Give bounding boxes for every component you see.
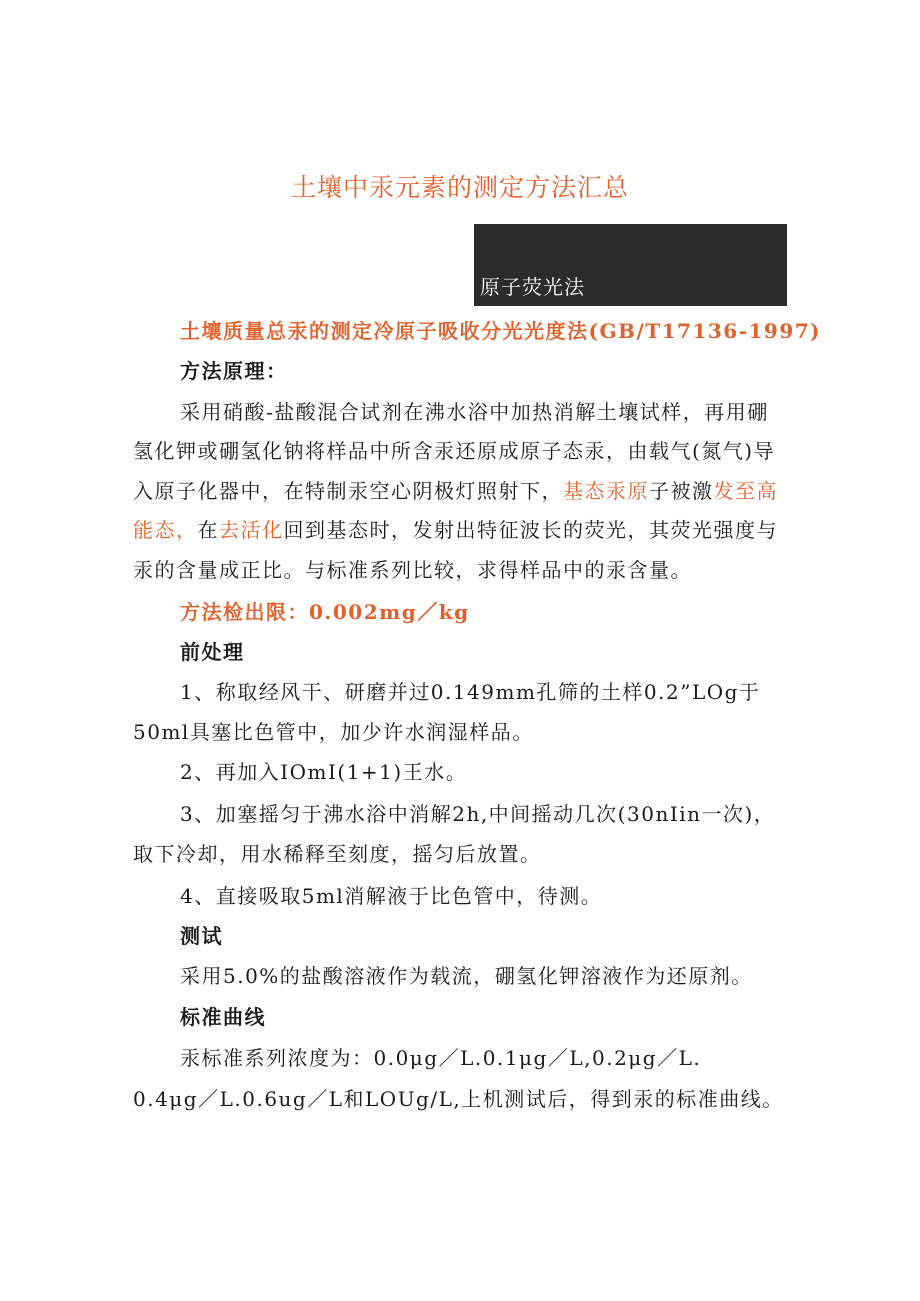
pretreatment-step-4: 4、直接吸取5ml消解液于比色管中，待测。 <box>180 884 603 908</box>
pretreatment-step-3b: 取下冷却，用水稀释至刻度，摇匀后放置。 <box>133 842 542 866</box>
standard-curve-heading: 标准曲线 <box>180 1005 266 1029</box>
pretreatment-step-2: 2、再加入IOmI(1+1)王水。 <box>180 760 468 784</box>
pretreatment-step-1a: 1、称取经风干、研磨并过0.149mm孔筛的土样0.2”LOg于 <box>180 680 761 704</box>
principle-line-4-part-b: 在 <box>197 518 219 542</box>
standard-curve-line-1: 汞标准系列浓度为：0.0μg／L.0.1μg／L,0.2μg／L. <box>180 1046 702 1070</box>
document-title: 土壤中汞元素的测定方法汇总 <box>290 173 629 202</box>
standard-curve-line-2: 0.4μg／L.0.6ug／L和LOUg/L,上机测试后，得到汞的标准曲线。 <box>133 1087 784 1111</box>
principle-line-4-part-a: 能态， <box>133 518 198 542</box>
principle-line-2: 氢化钾或硼氢化钠将样品中所含汞还原成原子态汞，由载气(氮气)导 <box>133 439 776 463</box>
method-banner <box>474 224 787 306</box>
principle-line-5: 汞的含量成正比。与标准系列比较，求得样品中的汞含量。 <box>133 558 692 582</box>
pretreatment-step-1b: 50ml具塞比色管中，加少许水润湿样品。 <box>133 720 534 744</box>
principle-line-3-part-b: 基态汞原 <box>563 479 649 503</box>
principle-line-3-part-c: 子被激 <box>649 479 714 503</box>
detection-limit: 方法检出限：0.002mg／kg <box>180 600 470 624</box>
principle-line-4 <box>133 516 778 544</box>
principle-line-3-part-d: 发至高 <box>713 479 778 503</box>
pretreatment-heading: 前处理 <box>180 640 245 664</box>
test-heading: 测试 <box>180 924 223 948</box>
principle-line-3 <box>133 477 778 505</box>
test-text: 采用5.0%的盐酸溶液作为载流，硼氢化钾溶液作为还原剂。 <box>180 964 753 988</box>
method-banner-label: 原子荧光法 <box>480 275 585 299</box>
principle-line-3-part-a: 入原子化器中，在特制汞空心阴极灯照射下， <box>133 479 563 503</box>
principle-line-4-part-c: 去活化 <box>219 518 284 542</box>
principle-line-1: 采用硝酸-盐酸混合试剂在沸水浴中加热消解土壤试样，再用硼 <box>180 400 769 424</box>
principle-heading: 方法原理： <box>180 359 288 383</box>
principle-line-4-part-d: 回到基态时，发射出特征波长的荧光，其荧光强度与 <box>283 518 778 542</box>
pretreatment-step-3a: 3、加塞摇匀于沸水浴中消解2h,中间摇动几次(30nIin一次)， <box>180 802 776 826</box>
standard-subtitle: 土壤质量总汞的测定冷原子吸收分光光度法(GB/T17136-1997) <box>180 319 822 343</box>
